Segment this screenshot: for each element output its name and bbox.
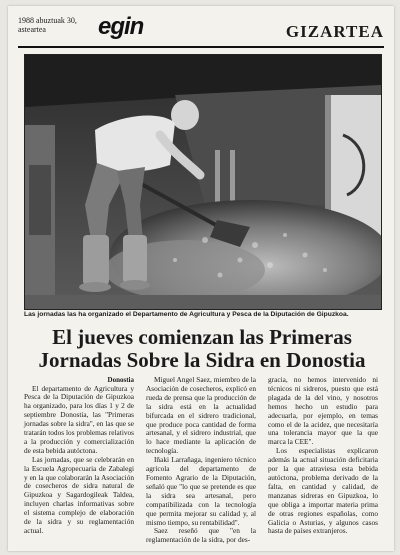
section-title: GIZARTEA xyxy=(285,22,384,41)
publication-date xyxy=(18,16,88,34)
paragraph: Los especialistas explicaron además la actual situación deficitaria por la que atraviesa esta bebida autóctona, problema derivado de la falta, en cantidad y calidad, de manzanas sidreras en Gipuzkoa, lo que obliga a importar materia prima de otras regiones españolas, como Galicia o Asturias, y algunos casos hasta de países extranjeros. xyxy=(268,446,378,536)
masthead xyxy=(18,14,384,48)
paragraph: Miguel Angel Saez, miembro de la Asociación de cosecheros, explicó en rueda de prensa que la producción de la sidra está en la actualidad bifurcada en el sidrero tradicional, que produce poca cantidad de forma artesanal, y el sidrero industrial, que lo hace mediante la aplicación de tecnología. xyxy=(146,375,256,456)
newspaper-logo: egin xyxy=(98,13,144,40)
paragraph: Las jornadas, que se celebrarán en la Escuela Agropecuaria de Zabalegi y en la que colaborarán la Asociación de cosecheros de sidra natural de Gipuzkoa y Sagardogileak Taldea, incluyen charlas informativas sobre el sistema complejo de elaboración de la sidra y su reglamentación actual. xyxy=(24,454,134,535)
date-line-1: 1988 abuztuak 30, xyxy=(18,16,77,25)
paragraph: gracia, no hemos intervenido ni técnicos ni sidreros, puesto que está plagada de la del vino, y nosotros hemos hecho un estudio para adecuarla, por ejemplo, en temas como el de la acidez, que necesitaría una tolerancia mayor que la que marca la CEE". xyxy=(268,375,378,447)
article-photo xyxy=(24,54,382,310)
article-body xyxy=(24,376,378,545)
headline-line-1: El jueves comienzan las Primeras xyxy=(52,325,352,349)
paragraph: Iñaki Larrañaga, ingeniero técnico agrícola del departamento de Fomento Agrario de la Diputación, señaló que "lo que se pretende es que la sidra sea artesanal, pero compatibilizada con la tecnología que permita mejorar su calidad y, al mismo tiempo, su rentabilidad". xyxy=(146,455,256,527)
newspaper-page xyxy=(8,6,394,551)
article-byline: Donostia xyxy=(107,376,134,384)
paragraph: Saez reseñó que "en la reglamentación de la sidra, por des- xyxy=(146,526,256,545)
headline-line-2: Jornadas Sobre la Sidra en Donostia xyxy=(38,348,366,372)
paragraph: El departamento de Agricultura y Pesca de la Diputación de Gipuzkoa ha organizado, para los días 1 y 2 de septiembre Donostia, las "Primeras jornadas sobre la sidra", en las que se tratarán todos los problemas relativos a la producción y comercialización de esta bebida autóctona. xyxy=(24,383,134,455)
article-headline xyxy=(22,326,382,372)
photo-caption: Las jornadas las ha organizado el Departamento de Agricultura y Pesca de la Diputación de Gipuzkoa. xyxy=(24,311,349,318)
article-column-2 xyxy=(146,376,256,545)
date-line-2: asteartea xyxy=(18,25,46,34)
cider-pressing-photo xyxy=(25,55,381,309)
article-column-1 xyxy=(24,376,134,545)
article-column-3 xyxy=(268,376,378,545)
